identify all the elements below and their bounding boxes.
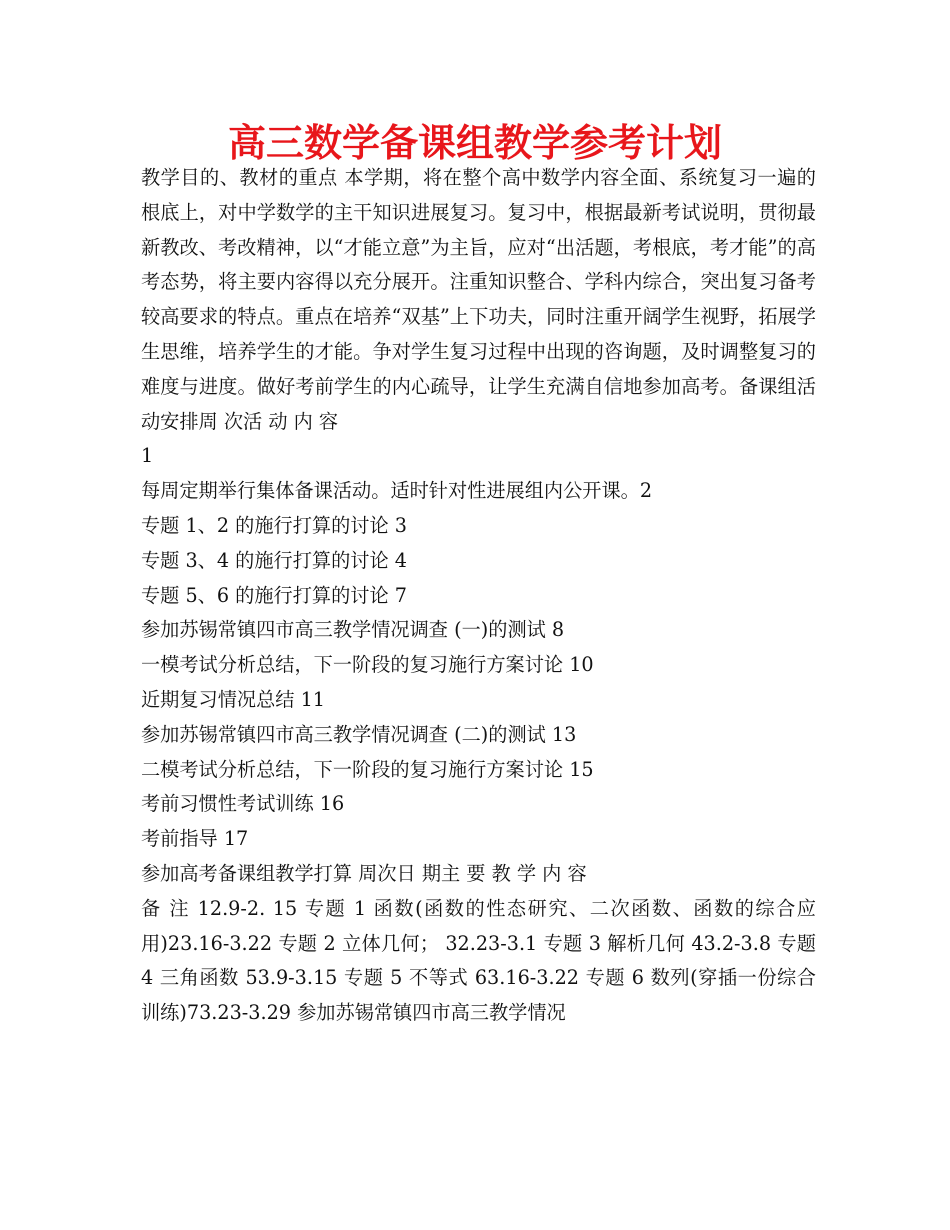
schedule-line: 每周定期举行集体备课活动。适时针对性进展组内公开课。2	[141, 479, 653, 503]
intro-paragraph: 教学目的、教材的重点 本学期，将在整个高中数学内容全面、系统复习一遍的根底上，对中学数学的主干知识进展复习。复习中，根据最新考试说明，贯彻最新教改、考改精神，以“才能立意”为主旨，应对“出活题，考根底，考才能”的高考态势，将主要内容得以充分展开。注重知识整合、学科内综合，突出复习备考较高要求的特点。重点在培养“双基”上下功夫，同时注重开阔学生视野，拓展学生思维，培养学生的才能。争对学生复习过程中出现的咨询题，及时调整复习的难度与进度。做好考前学生的内心疏导，让学生充满自信地参加高考。备课组活动安排周 次活 动 内 容	[141, 166, 816, 433]
schedule-line: 考前指导 17	[141, 827, 249, 851]
document-body	[141, 161, 816, 1031]
schedule-line: 参加高考备课组教学打算 周次日 期主 要 教 学 内 容	[141, 861, 587, 885]
schedule-line: 近期复习情况总结 11	[141, 687, 326, 711]
schedule-line: 专题 5、6 的施行打算的讨论 7	[141, 583, 407, 607]
document-title: 高三数学备课组教学参考计划	[227, 121, 722, 165]
schedule-line: 参加苏锡常镇四市高三教学情况调查 (一)的测试 8	[141, 618, 565, 642]
schedule-line: 二模考试分析总结，下一阶段的复习施行方案讨论 15	[141, 757, 594, 781]
schedule-line: 专题 1、2 的施行打算的讨论 3	[141, 513, 407, 537]
plan-paragraph: 备 注 12.9-2. 15 专题 1 函数(函数的性态研究、二次函数、函数的综合应用)23.16-3.22 专题 2 立体几何； 32.23-3.1 专题 3 解析几何 43.2-3.8 专题 4 三角函数 53.9-3.15 专题 5 不等式 63.16-3.22 专题 6 数列(穿插一份综合训练)73.23-3.29 参加苏锡常镇四市高三教学情况	[141, 896, 816, 1025]
schedule-line: 参加苏锡常镇四市高三教学情况调查 (二)的测试 13	[141, 722, 577, 746]
schedule-line: 1	[141, 444, 154, 468]
schedule-line: 一模考试分析总结，下一阶段的复习施行方案讨论 10	[141, 653, 594, 677]
schedule-list	[141, 439, 816, 891]
schedule-line: 考前习惯性考试训练 16	[141, 792, 345, 816]
schedule-line: 专题 3、4 的施行打算的讨论 4	[141, 548, 407, 572]
